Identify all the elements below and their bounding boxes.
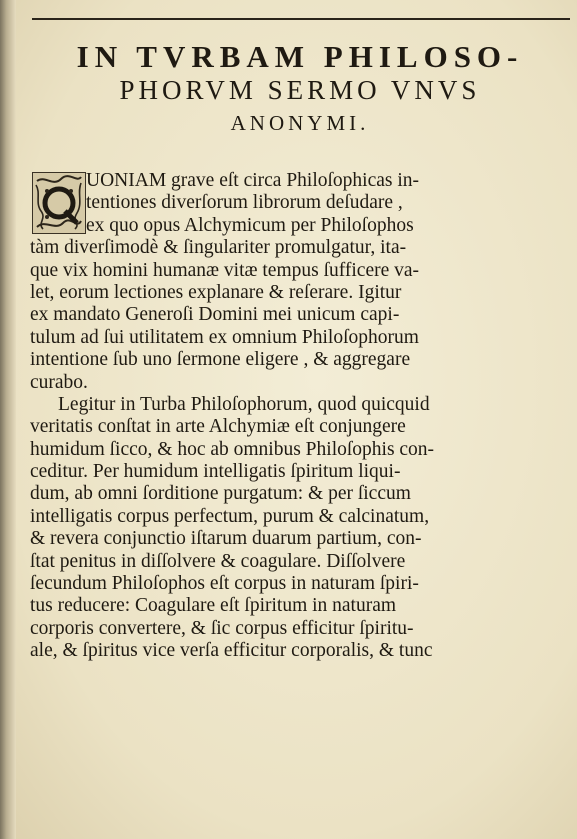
text-line: curabo. xyxy=(30,371,88,393)
text-line: intentione ſub uno ſermone eligere , & aggregare xyxy=(30,349,411,371)
title-line-1: IN TVRBAM PHILOSO- xyxy=(76,39,524,74)
text-line: & revera conjunctio iſtarum duarum partium, con- xyxy=(30,528,422,550)
header-rule xyxy=(32,18,570,20)
text-line: tus reducere: Coagulare eſt ſpiritum in naturam xyxy=(30,595,397,617)
body-text xyxy=(30,170,568,663)
text-line: ex mandato Generoſi Domini mei unicum capi- xyxy=(30,304,400,326)
text-line: tàm diverſimodè & ſingulariter promulgatur, ita- xyxy=(30,237,407,259)
title-line-2: PHORVM SERMO VNVS xyxy=(119,75,481,106)
text-line: tentiones diverſorum librorum deſudare , xyxy=(86,192,403,214)
text-line: tulum ad ſui utilitatem ex omnium Philoſophorum xyxy=(30,326,419,348)
title-line-3: ANONYMI. xyxy=(230,110,370,135)
text-line: que vix homini humanæ vitæ tempus ſufficere va- xyxy=(30,259,420,281)
text-line: veritatis conſtat in arte Alchymiæ eſt conjungere xyxy=(30,416,406,438)
text-line: ex quo opus Alchymicum per Philoſophos xyxy=(86,214,414,236)
text-line: ale, & ſpiritus vice verſa efficitur corporalis, & tunc xyxy=(30,640,433,662)
text-line: intelligatis corpus perfectum, purum & calcinatum, xyxy=(30,505,430,527)
text-line: let, eorum lectiones explanare & reſerare. Igitur xyxy=(30,281,402,303)
text-line: Legitur in Turba Philoſophorum, quod quicquid xyxy=(58,393,430,415)
text-line: dum, ab omni ſorditione purgatum: & per ſiccum xyxy=(30,483,411,505)
chapter-title xyxy=(30,40,570,135)
text-line: ſecundum Philoſophos eſt corpus in naturam ſpiri- xyxy=(30,573,419,595)
text-line: ſtat penitus in diſſolvere & coagulare. Diſſolvere xyxy=(30,550,406,572)
page-gutter xyxy=(0,0,16,839)
text-line: corporis convertere, & ſic corpus efficitur ſpiritu- xyxy=(30,617,414,639)
text-line: UONIAM grave eſt circa Philoſophicas in- xyxy=(86,170,420,191)
text-line: ceditur. Per humidum intelligatis ſpiritum liqui- xyxy=(30,461,401,483)
text-line: humidum ſicco, & hoc ab omnibus Philoſophis con- xyxy=(30,438,435,460)
